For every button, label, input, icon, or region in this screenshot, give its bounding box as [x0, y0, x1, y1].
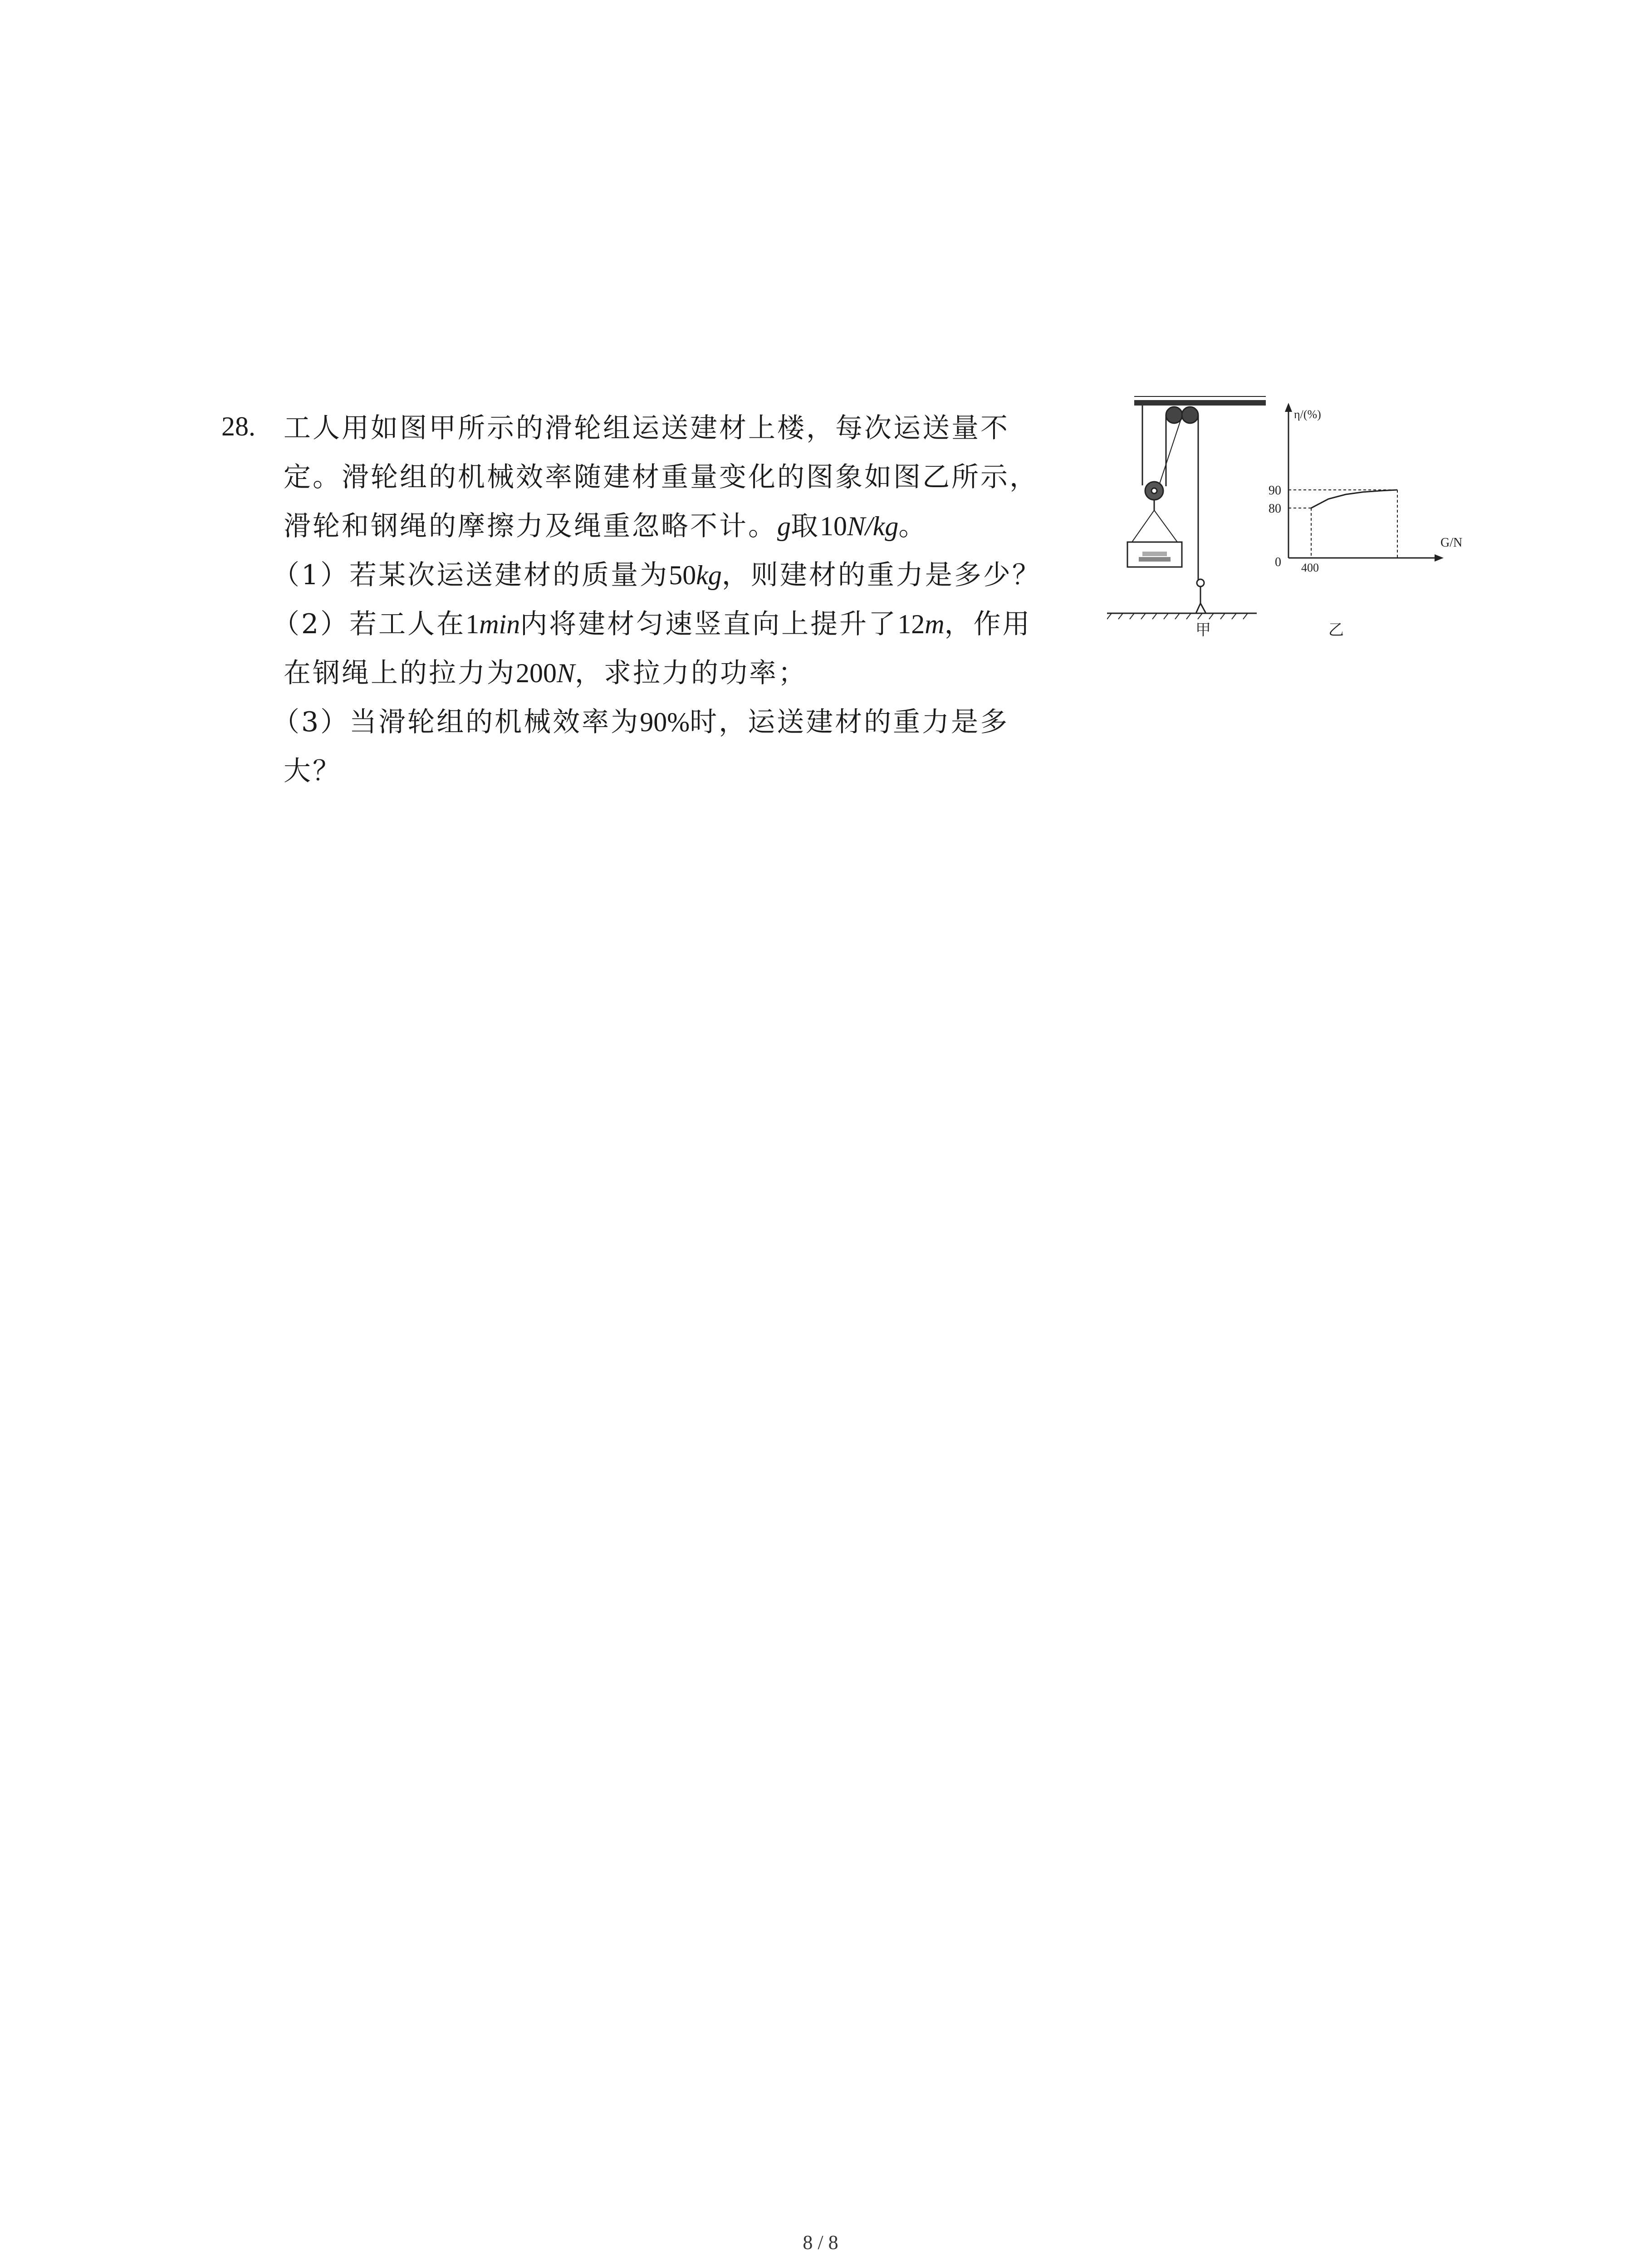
sub-question-3: （3）当滑轮组的机械效率为90%时，运送建材的重力是多: [272, 706, 1009, 738]
efficiency-curve: [1311, 490, 1397, 508]
x-axis-label: G/N: [1440, 536, 1463, 550]
sub-question-1: （1）若某次运送建材的质量为50kg，则建材的重力是多少？: [272, 559, 1041, 591]
page-number: 8 / 8: [803, 2231, 838, 2253]
figure: [1107, 390, 1497, 644]
question-number: 28.: [221, 411, 255, 441]
y-tick-90: 90: [1269, 484, 1281, 498]
y-tick-80: 80: [1269, 502, 1281, 516]
origin-label: 0: [1275, 555, 1281, 569]
sub-question-2: （2）若工人在1min内将建材匀速竖直向上提升了12m，作用: [272, 608, 1032, 640]
x-axis-arrow: [1435, 554, 1444, 562]
label-jia: 甲: [1195, 621, 1211, 639]
fixed-pulley-right: [1182, 407, 1198, 423]
y-axis-label: η/(%): [1294, 408, 1321, 421]
stem-line-3: 滑轮和钢绳的摩擦力及绳重忽略不计。g取10N/kg。: [284, 510, 928, 542]
sub-question-2-cont: 在钢绳上的拉力为200N，求拉力的功率；: [284, 657, 808, 689]
fixed-pulley-left: [1166, 407, 1182, 423]
sub-question-3-cont: 大？: [284, 755, 342, 787]
ceiling-bar: [1134, 400, 1266, 406]
y-axis-arrow: [1285, 403, 1292, 412]
worker-icon: [1197, 579, 1204, 587]
efficiency-chart-yi: [1269, 403, 1462, 639]
x-tick-400: 400: [1301, 561, 1319, 574]
stem-line-1: 工人用如图甲所示的滑轮组运送建材上楼，每次运送量不: [284, 412, 1009, 444]
pulley-diagram-jia: [1107, 396, 1266, 619]
stem-line-2: 定。滑轮组的机械效率随建材重量变化的图象如图乙所示，: [284, 461, 1038, 493]
question-stem: [284, 404, 1136, 551]
label-yi: 乙: [1328, 621, 1344, 639]
